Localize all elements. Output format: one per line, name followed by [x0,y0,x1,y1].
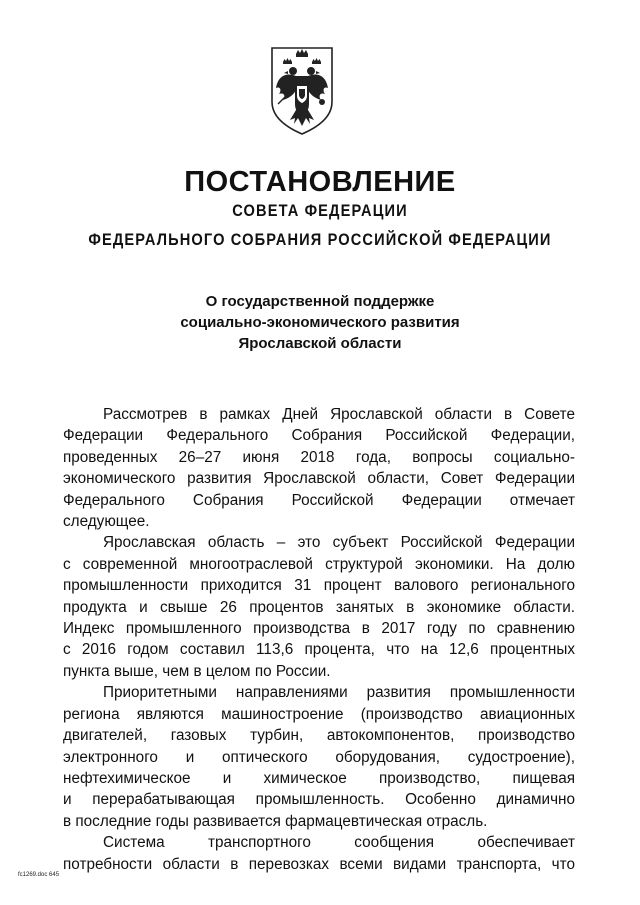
text-line: экономического развития Ярославской области, Совет Федерации [63,470,575,488]
text-line: Приоритетными направлениями развития промышленности [103,684,575,702]
subject-line: социально-экономического развития [180,314,460,331]
issuer-line-1: СОВЕТА ФЕДЕРАЦИИ [232,201,408,220]
paragraph-1 [63,404,575,532]
text-line: с современной многоотраслевой структурой экономики. На долю [63,555,575,573]
text-line: Индекс промышленного производства в 2017 году по сравнению [63,620,575,638]
document-body [63,404,575,875]
text-line: Ярославская область – это субъект Российской Федерации [103,534,575,552]
text-line: Система транспортного сообщения обеспечивает [103,834,575,852]
text-line: Федерального Собрания Российской Федерации отмечает [63,491,575,509]
text-line: пункта выше, чем в целом по России. [63,662,331,680]
paragraph-4 [63,832,575,875]
subject-line: О государственной поддержке [205,293,435,310]
text-line: продукта и свыше 26 процентов занятых в экономике области. [63,598,575,616]
text-line: проведенных 26–27 июня 2018 года, вопросы социально- [63,448,575,466]
document-subject [0,291,640,354]
document-type-title: ПОСТАНОВЛЕНИЕ [184,166,456,198]
text-line: с 2016 годом составил 113,6 процента, что на 12,6 процентных [63,641,575,659]
issuer-line-2: ФЕДЕРАЛЬНОГО СОБРАНИЯ РОССИЙСКОЙ ФЕДЕРАЦИИ [88,230,552,249]
file-code: fc1269.doc 645 [18,872,60,878]
text-line: в последние годы развивается фармацевтическая отрасль. [63,812,488,830]
text-line: потребности области в перевозках всеми видами транспорта, что [63,855,575,873]
text-line: и перерабатывающая промышленность. Особенно динамично [63,791,575,809]
text-line: следующее. [63,513,150,531]
paragraph-2 [63,532,575,682]
paragraph-3 [63,682,575,832]
subject-line: Ярославской области [238,335,402,352]
text-line: двигателей, газовых турбин, автокомпонентов, производство [63,727,575,745]
text-line: промышленности приходится 31 процент валового регионального [63,577,575,595]
coat-of-arms-icon [266,44,338,136]
text-line: электронного и оптического оборудования, судостроение), [63,748,575,766]
text-line: региона являются машиностроение (производство авиационных [63,705,575,723]
text-line: Рассмотрев в рамках Дней Ярославской области в Совете [103,406,575,423]
text-line: нефтехимическое и химическое производство, пищевая [63,769,575,787]
text-line: Федерации Федерального Собрания Российской Федерации, [63,427,575,445]
